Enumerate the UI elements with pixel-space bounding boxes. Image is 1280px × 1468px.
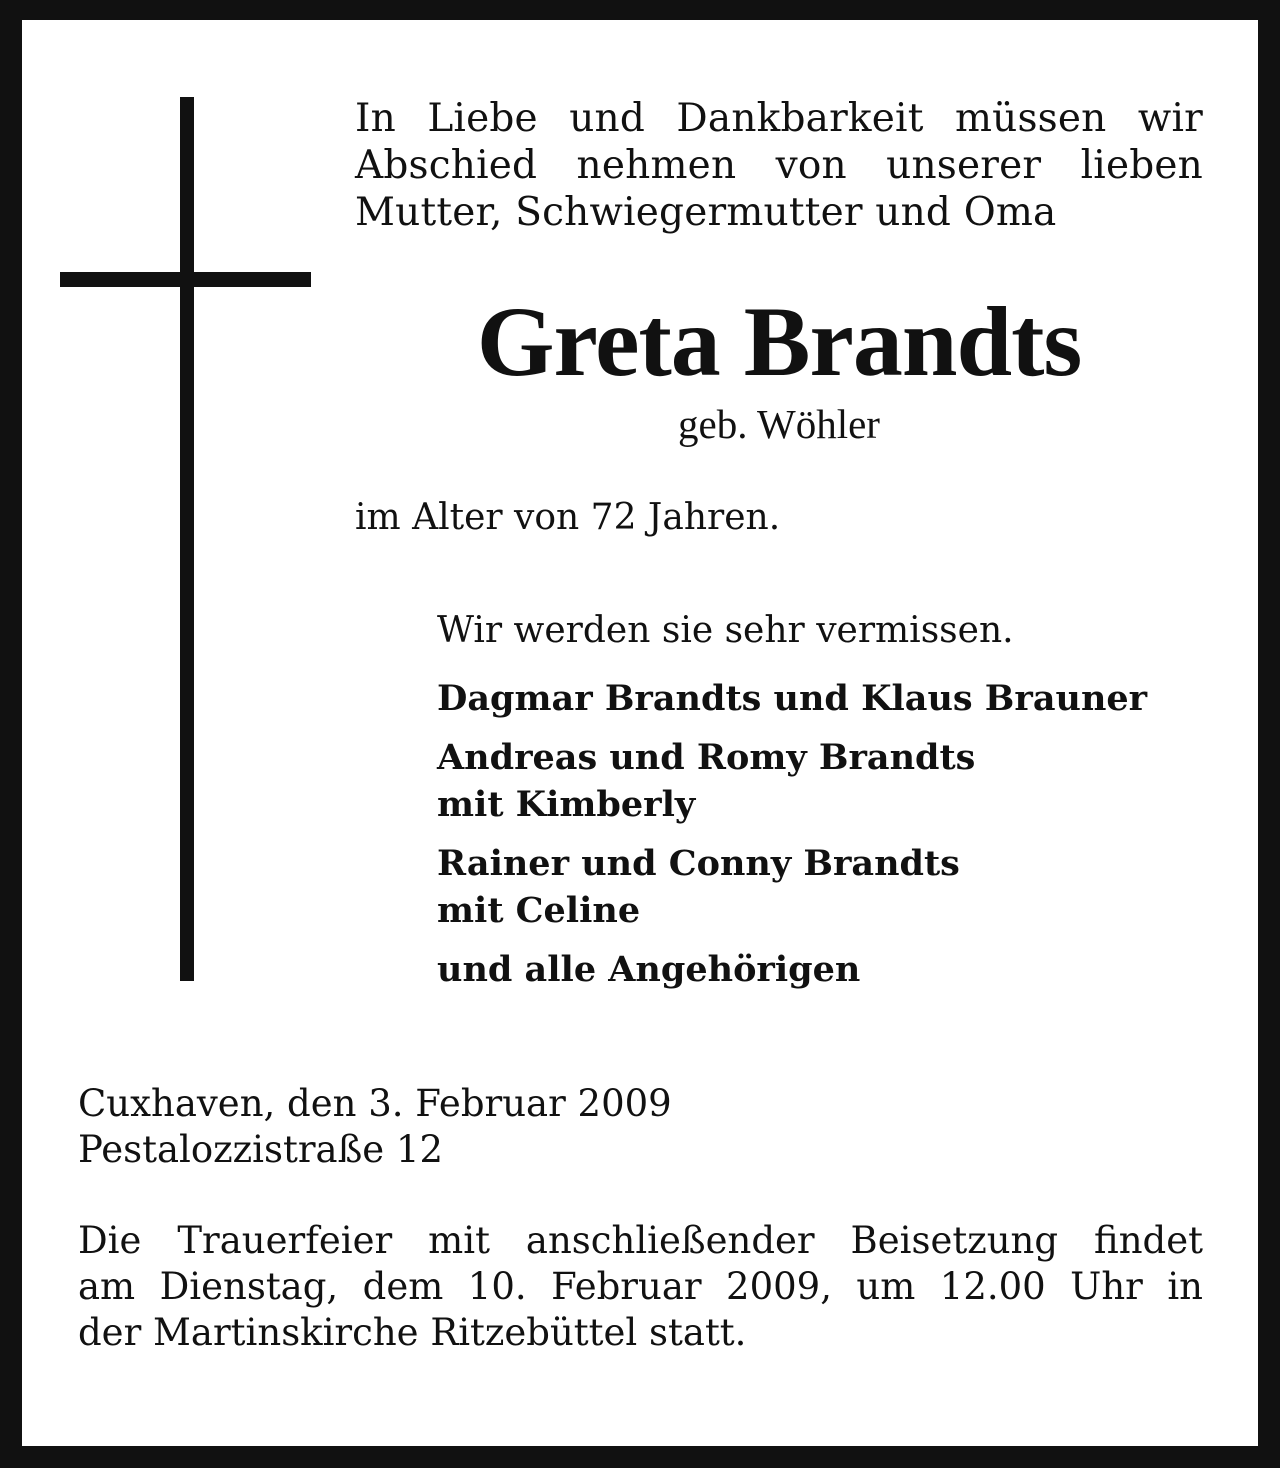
mourner-line: Rainer und Conny Brandts <box>437 843 960 884</box>
maiden-name: geb. Wöhler <box>678 401 880 447</box>
intro-line-3: Mutter, Schwiegermutter und Oma <box>355 190 1057 235</box>
cross-icon-horizontal-beam <box>60 272 311 287</box>
intro-text <box>355 95 1203 236</box>
cross-icon-vertical-beam <box>180 97 194 981</box>
address-line: Pestalozzistraße 12 <box>78 1128 444 1171</box>
service-line-1: Die Trauerfeier mit anschließender Beisetzung findet <box>78 1219 1203 1262</box>
mourner-group-4 <box>437 946 1207 993</box>
service-line-2: am Dienstag, dem 10. Februar 2009, um 12.00 Uhr in <box>78 1265 1203 1308</box>
place-date-line: Cuxhaven, den 3. Februar 2009 <box>78 1082 672 1125</box>
mourner-line: mit Celine <box>437 890 641 931</box>
mourner-line: und alle Angehörigen <box>437 949 861 990</box>
place-and-date <box>78 1081 672 1173</box>
mourner-group-1 <box>437 675 1207 722</box>
funeral-service-notice <box>78 1218 1203 1356</box>
mourner-group-2 <box>437 734 1207 828</box>
mourner-line: Andreas und Romy Brandts <box>437 737 976 778</box>
intro-line-2: Abschied nehmen von unserer lieben <box>355 143 1203 188</box>
mourners-list <box>437 675 1207 1005</box>
service-line-3: der Martinskirche Ritzebüttel statt. <box>78 1311 747 1354</box>
age-line: im Alter von 72 Jahren. <box>355 497 781 538</box>
mourner-group-3 <box>437 840 1207 934</box>
deceased-name: Greta Brandts <box>476 286 1082 397</box>
mourner-line: mit Kimberly <box>437 784 696 825</box>
mourner-line: Dagmar Brandts und Klaus Brauner <box>437 678 1148 719</box>
farewell-line: Wir werden sie sehr vermissen. <box>437 610 1014 651</box>
intro-line-1: In Liebe und Dankbarkeit müssen wir <box>355 96 1203 141</box>
